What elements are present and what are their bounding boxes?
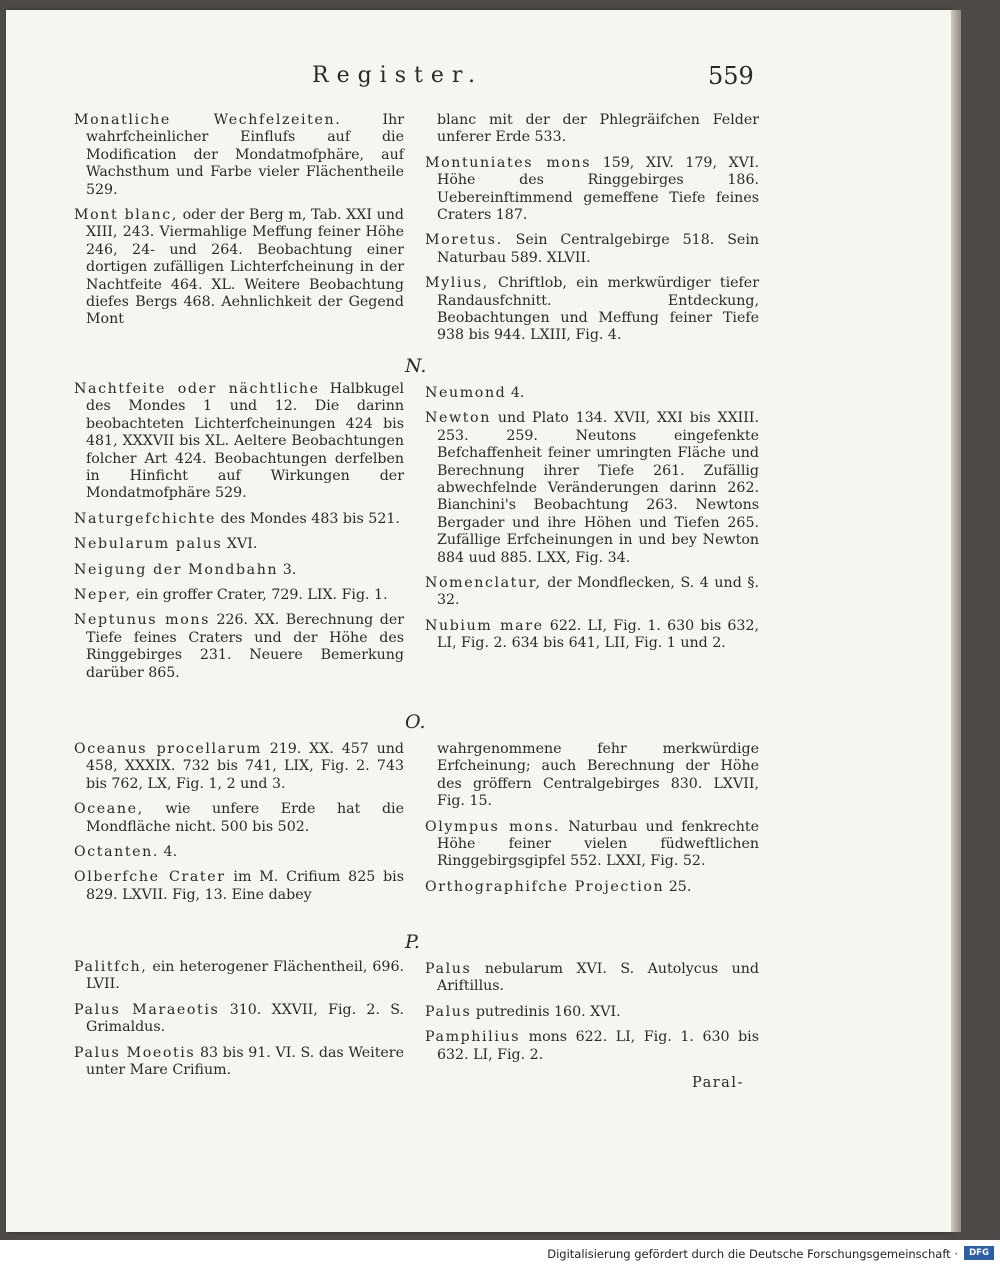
index-entry: [74, 844, 404, 861]
entry-text: oder der Berg m, Tab. XXI und XIII, 243. Viermahlige Meffung feiner Höhe 246, 24- und 264. Beobachtung einer dortigen zufälligen Lichterfcheinung in der Nachtfeite 464. XL. Weitere Beobachtung diefes Bergs 468. Aehnlichkeit der Gegend Mont: [86, 207, 404, 328]
entry-headword: Octanten.: [74, 844, 160, 861]
entry-text: 3.: [282, 561, 297, 578]
index-entry: [425, 819, 759, 871]
entry-text: 226. XX. Berechnung der Tiefe feines Craters und der Höhe des Ringgebirges 231. Neuere Bemerkung darüber 865.: [86, 612, 404, 681]
entry-text: 25.: [668, 878, 692, 895]
index-entry: [74, 869, 404, 904]
section-letter-o: O.: [405, 711, 426, 733]
entry-text: wie unfere Erde hat die Mondfläche nicht. 500 bis 502.: [86, 801, 404, 835]
entry-text: Ihr wahrfcheinlicher Einflufs auf die Modification der Mondatmofphäre, auf Wachsthum und Farbe vieler Flächentheile 529.: [86, 112, 404, 198]
entry-text: putredinis 160. XVI.: [475, 1003, 621, 1020]
index-entry: [425, 1029, 759, 1064]
catchword: Paral-: [692, 1075, 744, 1091]
entry-headword: Mont blanc,: [74, 207, 178, 224]
entry-text: ein groffer Crater, 729. LIX. Fig. 1.: [136, 587, 388, 604]
section-n-left-column: [74, 381, 404, 690]
entry-text: 622. LI, Fig. 1. 630 bis 632, LI, Fig. 2. 634 bis 641, LII, Fig. 1 und 2.: [437, 617, 759, 652]
index-entry: [74, 511, 404, 528]
entry-text: Sein Centralgebirge 518. Sein Naturbau 589. XLVII.: [437, 232, 759, 266]
section-p-left-column: [74, 959, 404, 1087]
entry-headword: Palus Moeotis: [74, 1044, 196, 1061]
index-entry: [74, 536, 404, 553]
funding-notice: Digitalisierung gefördert durch die Deutsche Forschungsgemeinschaft ·: [547, 1247, 958, 1261]
entry-text: nebularum XVI. S. Autolycus und Ariftillus.: [437, 961, 759, 995]
entry-headword: Nubium mare: [425, 617, 544, 634]
index-entry: [425, 410, 759, 567]
section-o-left-column: [74, 741, 404, 912]
entry-headword: Palus Maraeotis: [74, 1001, 220, 1018]
index-entry: [425, 385, 759, 402]
section-m-left-column: [74, 112, 404, 337]
index-entry: [74, 741, 404, 793]
entry-text: Halbkugel des Mondes 1 und 12. Die darinn beobachteten Lichterfcheinungen 424 bis 481, XXXVII bis XL. Aeltere Beobachtungen folcher Art 424. Beobachtungen derfelben in Hinficht auf Wirkungen der Mondatmofphäre 529.: [86, 381, 404, 502]
entry-text: im M. Crifium 825 bis 829. LXVII. Fig, 13. Eine dabey: [86, 869, 404, 903]
entry-headword: Neptunus mons: [74, 612, 210, 629]
entry-headword: Newton: [425, 410, 491, 427]
entry-text: 4.: [510, 385, 525, 401]
index-entry: [74, 612, 404, 682]
entry-text: des Mondes 483 bis 521.: [220, 510, 400, 527]
entry-headword: Pamphilius: [425, 1029, 521, 1046]
entry-text: 310. XXVII, Fig. 2. S. Grimaldus.: [86, 1001, 405, 1036]
entry-text: mons 622. LI, Fig. 1. 630 bis 632. LI, Fig. 2.: [437, 1029, 759, 1063]
entry-headword: Neigung der Mondbahn: [74, 561, 279, 578]
running-head: Register.: [312, 63, 483, 88]
entry-text: und Plato 134. XVII, XXI bis XXIII. 253. 259. Neutons eingefenkte Befchaffenheit feiner umringten Fläche und Berechnung ihrer Tiefe 261. Zufällig abwechfelnde Veränderungen darinn 262. Bianchini's Beobachtung 263. Newtons Bergader und ihre Höhen und Tiefen 265. Zufällige Erfcheinungen in und bey Newton 884 uud 885. LXX, Fig. 34.: [437, 410, 759, 566]
index-entry: [74, 959, 404, 994]
index-entry: [425, 961, 759, 996]
entry-text: 159, XIV. 179, XVI. Höhe des Ringgebirges 186. Uebereinftimmend gemeffene Tiefe feines Craters 187.: [437, 154, 759, 224]
section-m-right-column: [425, 112, 759, 353]
index-entry: [425, 741, 759, 811]
entry-headword: Orthographifche Projection: [425, 878, 665, 895]
footer-bar: [0, 1240, 1000, 1268]
entry-text: Naturbau und fenkrechte Höhe feiner vielen füdweftlichen Ringgebirgsgipfel 552. LXXI, Fig. 52.: [437, 818, 759, 870]
entry-headword: Moretus.: [425, 232, 503, 249]
entry-headword: Palus: [425, 961, 472, 977]
entry-text: 4.: [163, 844, 178, 861]
entry-text: 83 bis 91. VI. S. das Weitere unter Mare Crifium.: [86, 1044, 404, 1079]
dfg-logo: DFG: [964, 1246, 994, 1260]
index-entry: [425, 618, 759, 653]
entry-text: blanc mit der der Phlegräifchen Felder unferer Erde 533.: [437, 112, 759, 146]
index-entry: [425, 155, 759, 225]
index-entry: [425, 879, 759, 896]
entry-text: XVI.: [226, 536, 258, 553]
index-entry: [425, 1004, 759, 1021]
index-entry: [425, 232, 759, 267]
entry-headword: Olympus mons.: [425, 818, 561, 835]
entry-headword: Mylius,: [425, 275, 489, 292]
entry-text: der Mondflecken, S. 4 und §. 32.: [437, 575, 759, 609]
entry-headword: Oceanus procellarum: [74, 741, 262, 757]
index-entry: [74, 1002, 404, 1037]
section-letter-n: N.: [405, 355, 427, 377]
entry-text: wahrgenommene fehr merkwürdige Erfcheinung; auch Berechnung der Höhe des gröffern Centralgebirges 830. LXVII, Fig. 15.: [437, 741, 759, 810]
entry-text: Chriftlob, ein merkwürdiger tiefer Randausfchnitt. Entdeckung, Beobachtungen und Meffung feiner Tiefe 938 bis 944. LXIII, Fig. 4.: [437, 275, 759, 344]
entry-headword: Palus: [425, 1003, 472, 1020]
entry-text: ein heterogener Flächentheil, 696. LVII.: [86, 959, 404, 993]
index-entry: [74, 112, 404, 199]
entry-text: 219. XX. 457 und 458, XXXIX. 732 bis 741, LIX, Fig. 2. 743 bis 762, LX, Fig. 1, 2 und 3.: [86, 741, 404, 792]
index-entry: [74, 207, 404, 329]
index-entry: [425, 275, 759, 345]
entry-headword: Oceane,: [74, 801, 144, 818]
entry-headword: Naturgefchichte: [74, 510, 217, 527]
section-p-right-column: [425, 961, 759, 1072]
entry-headword: Neumond: [425, 385, 507, 401]
entry-headword: Neper,: [74, 587, 132, 604]
index-entry: [425, 112, 759, 147]
section-o-right-column: [425, 741, 759, 904]
entry-headword: Nachtfeite oder nächtliche: [74, 381, 320, 397]
section-n-right-column: [425, 385, 759, 661]
entry-headword: Nebularum palus: [74, 536, 223, 553]
index-entry: [74, 381, 404, 503]
entry-headword: Nomenclatur,: [425, 575, 542, 592]
index-entry: [74, 801, 404, 836]
entry-headword: Montuniates mons: [425, 154, 592, 171]
section-letter-p: P.: [405, 931, 420, 953]
entry-headword: Palitfch,: [74, 959, 148, 975]
entry-headword: Olberfche Crater: [74, 869, 226, 886]
page-number: 559: [708, 62, 754, 90]
entry-headword: Monatliche Wechfelzeiten.: [74, 112, 342, 128]
index-entry: [74, 1045, 404, 1080]
index-entry: [74, 587, 404, 604]
index-entry: [425, 575, 759, 610]
index-entry: [74, 562, 404, 579]
page-edge: [951, 10, 961, 1232]
